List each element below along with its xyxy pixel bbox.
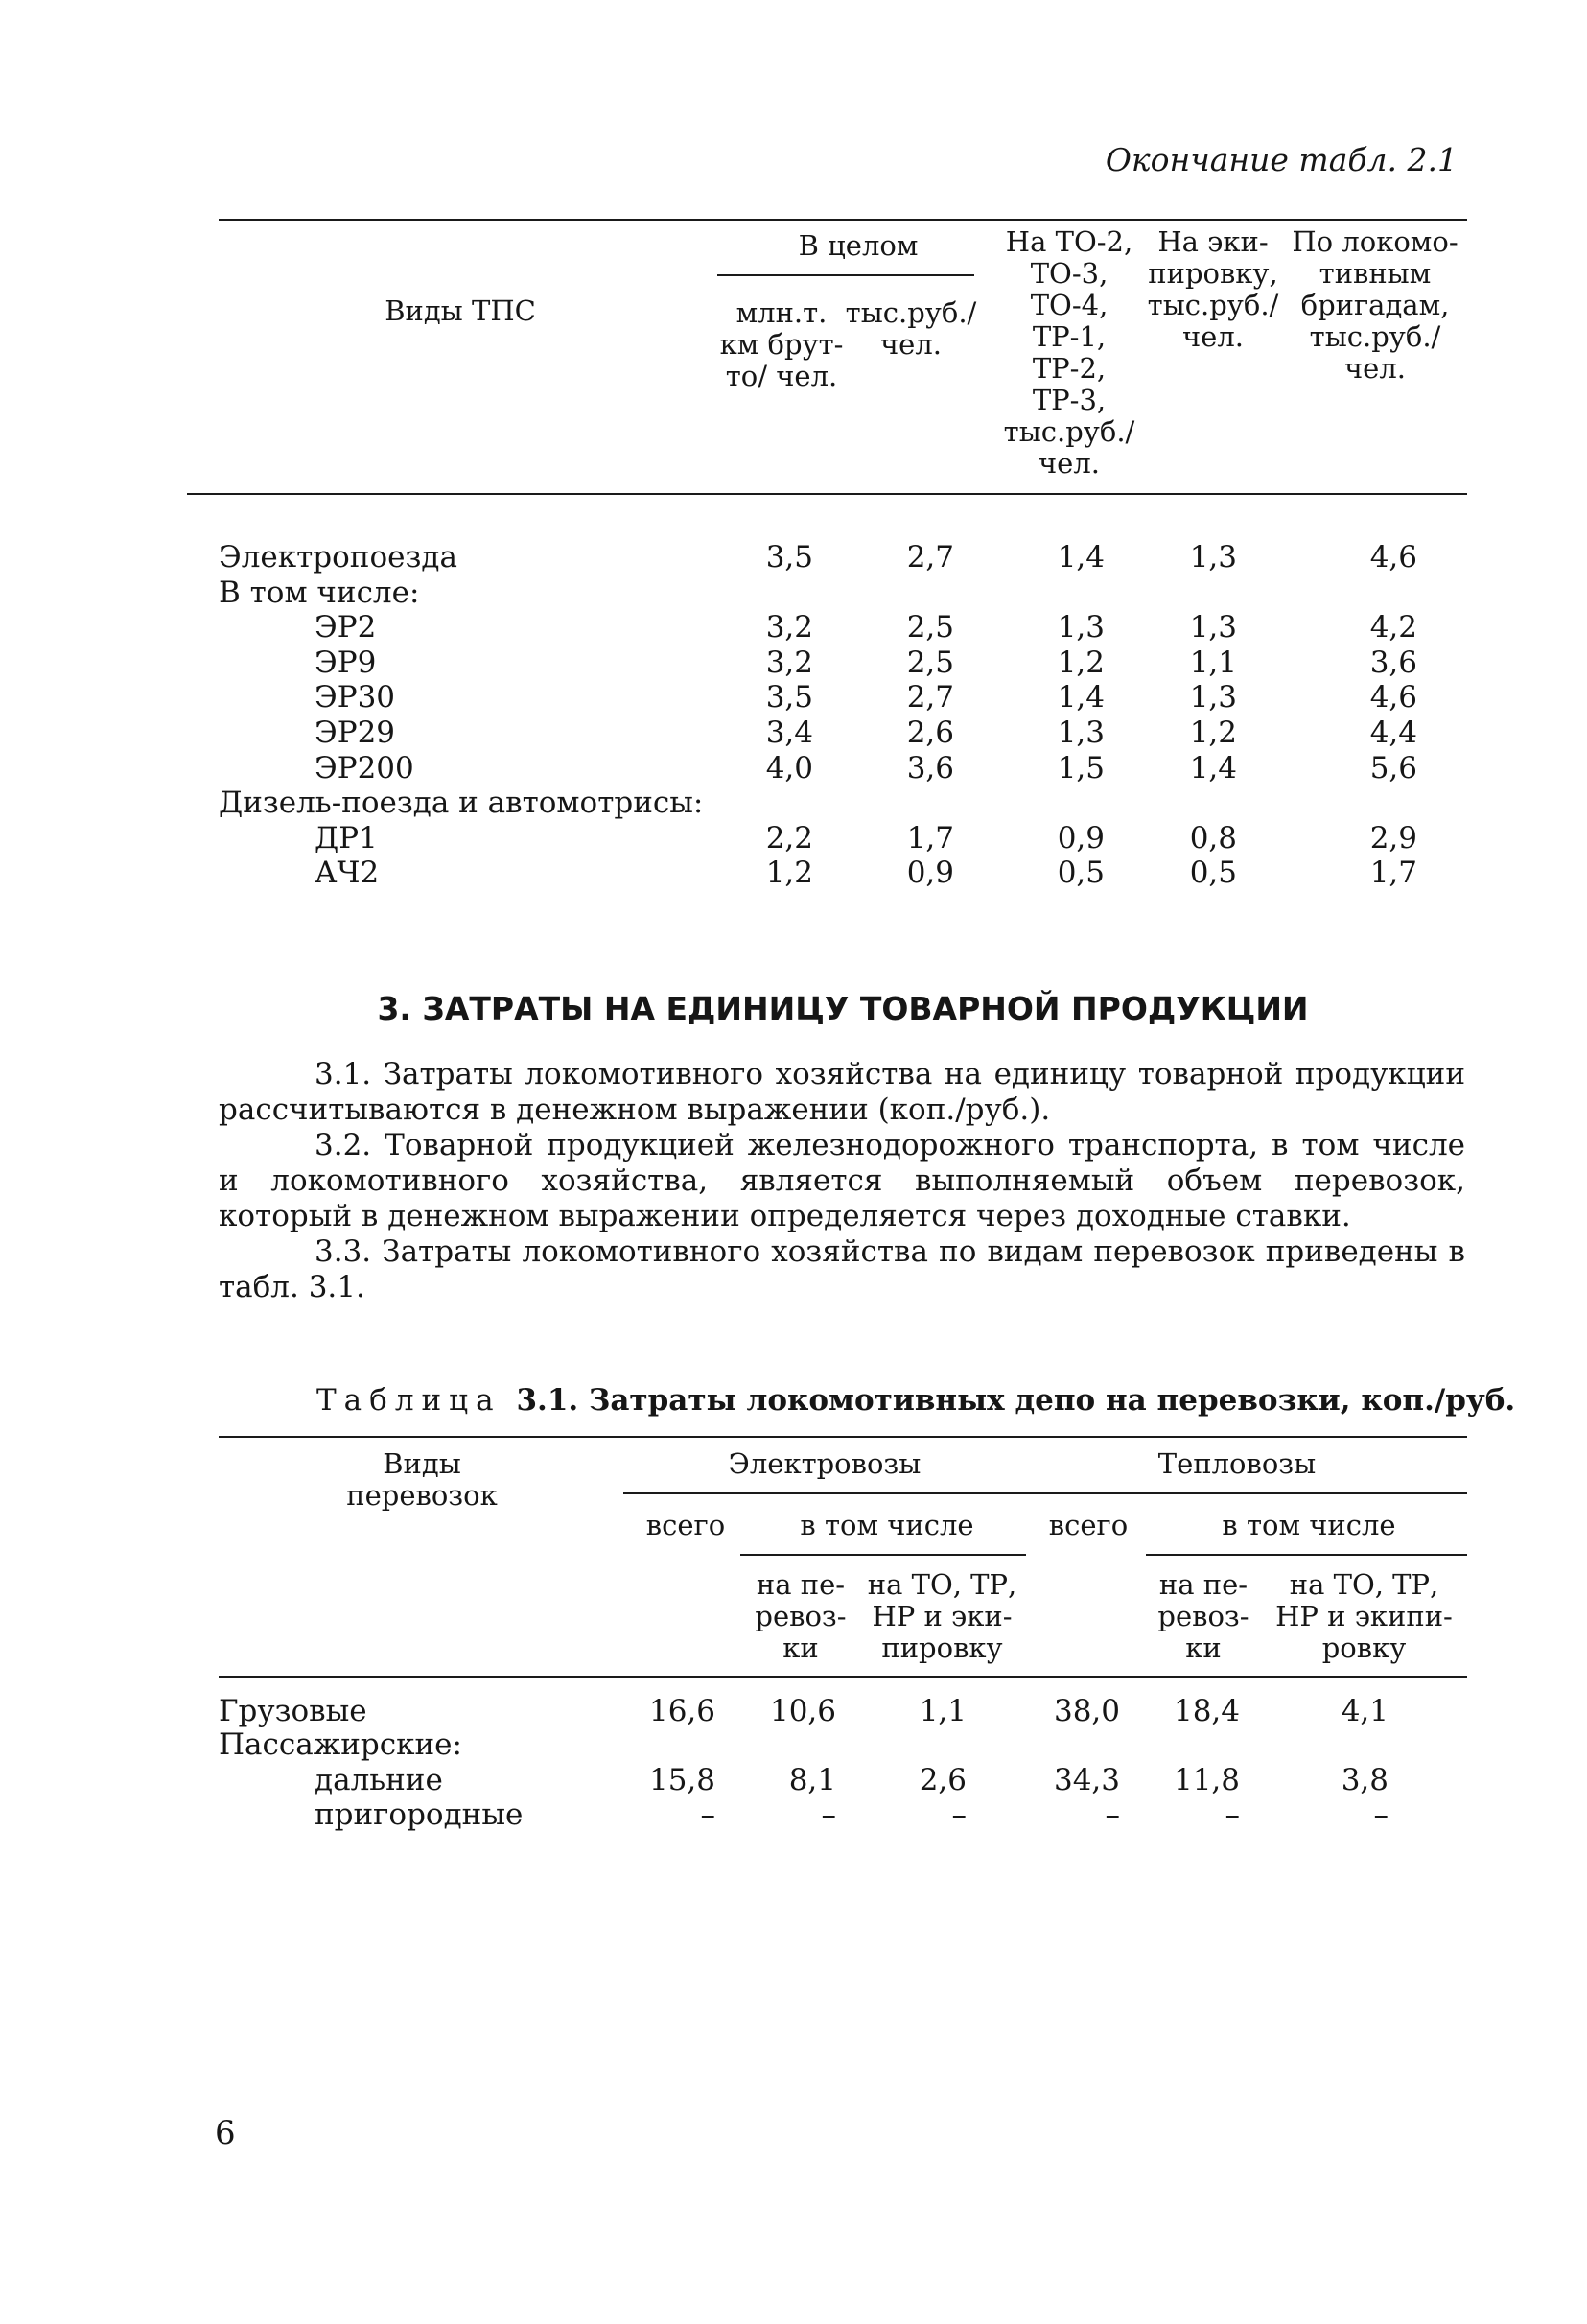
table2-header-types: Виды перевозок bbox=[346, 1447, 498, 1512]
table1-header-equip: На эки- пировку, тыс.руб./ чел. bbox=[1147, 225, 1279, 353]
table2-header-electric: Электровозы bbox=[728, 1447, 922, 1480]
cell-value: 4,4 bbox=[1369, 716, 1417, 750]
cell-value: 2,5 bbox=[906, 645, 954, 680]
cell-value: 2,2 bbox=[765, 820, 813, 856]
table1-header-types: Виды ТПС bbox=[385, 294, 536, 327]
row-label: ЭР30 bbox=[315, 680, 396, 716]
cell-value: 2,7 bbox=[906, 540, 954, 575]
cell-value: – bbox=[951, 1797, 967, 1832]
table1-header-overall: В целом bbox=[798, 229, 919, 262]
cell-value: 15,8 bbox=[648, 1763, 715, 1797]
cell-value: – bbox=[1105, 1797, 1120, 1832]
cell-value: 3,2 bbox=[765, 645, 813, 680]
cell-value: 0,5 bbox=[1189, 856, 1237, 891]
row-label: пригородные bbox=[315, 1797, 524, 1832]
cell-value: 3,6 bbox=[906, 750, 954, 786]
cell-value: 2,7 bbox=[906, 680, 954, 716]
cell-value: 1,5 bbox=[1057, 750, 1105, 786]
cell-value: 16,6 bbox=[648, 1694, 715, 1728]
table1-top-rule bbox=[219, 219, 1467, 221]
row-label: ЭР2 bbox=[315, 610, 377, 646]
cell-value: 4,6 bbox=[1369, 680, 1417, 716]
table2-top-rule bbox=[219, 1436, 1467, 1438]
cell-value: 5,6 bbox=[1369, 750, 1417, 786]
table2-header-total-diesel: всего bbox=[1048, 1509, 1129, 1541]
row-label: ЭР9 bbox=[315, 645, 377, 680]
cell-value: 3,5 bbox=[765, 540, 813, 575]
cell-value: 1,1 bbox=[1189, 645, 1237, 680]
cell-value: 3,4 bbox=[765, 716, 813, 750]
table2-caption bbox=[316, 1383, 1515, 1419]
cell-value: 11,8 bbox=[1173, 1763, 1240, 1797]
table2-group-rule bbox=[623, 1492, 1467, 1494]
cell-value: 1,1 bbox=[919, 1694, 967, 1728]
table1-overall-rule bbox=[717, 274, 974, 276]
table2-incl-rule-electric bbox=[740, 1554, 1026, 1556]
table1-header-sub1: млн.т. км брут- то/ чел. bbox=[719, 296, 844, 392]
table2-header-incl-electric: в том числе bbox=[800, 1509, 974, 1541]
row-label: Дизель-поезда и автомотрисы: bbox=[219, 786, 704, 821]
cell-value: 1,2 bbox=[1057, 645, 1105, 680]
table1-header-crews: По локомо- тивным бригадам, тыс.руб./ чел. bbox=[1292, 225, 1459, 385]
cell-value: 1,3 bbox=[1189, 540, 1237, 575]
cell-value: – bbox=[1373, 1797, 1389, 1832]
cell-value: 3,2 bbox=[765, 610, 813, 646]
table2-header-transport-diesel: на пе- ревоз- ки bbox=[1157, 1568, 1249, 1664]
cell-value: 1,3 bbox=[1057, 610, 1105, 646]
table2-header-incl-diesel: в том числе bbox=[1222, 1509, 1396, 1541]
cell-value: 2,5 bbox=[906, 610, 954, 646]
paragraph-3-1: 3.1. Затраты локомотивного хозяйства на единицу товарной продукции рассчитываются в денежном выражении (коп./руб.). bbox=[219, 1057, 1465, 1127]
cell-value: 1,4 bbox=[1189, 750, 1237, 786]
table2-header-maint-electric: на ТО, ТР, НР и эки- пировку bbox=[867, 1568, 1017, 1664]
cell-value: 4,6 bbox=[1369, 540, 1417, 575]
page-number: 6 bbox=[215, 2114, 236, 2152]
row-label: ЭР29 bbox=[315, 716, 396, 750]
cell-value: 4,0 bbox=[765, 750, 813, 786]
section-title: 3. ЗАТРАТЫ НА ЕДИНИЦУ ТОВАРНОЙ ПРОДУКЦИИ bbox=[377, 990, 1309, 1027]
cell-value: 3,5 bbox=[765, 680, 813, 716]
row-label: Электропоезда bbox=[219, 540, 457, 575]
row-label: В том числе: bbox=[219, 575, 420, 610]
row-label: ЭР200 bbox=[315, 750, 414, 786]
cell-value: 4,2 bbox=[1369, 610, 1417, 646]
cell-value: 1,2 bbox=[765, 856, 813, 891]
cell-value: 0,8 bbox=[1189, 820, 1237, 856]
cell-value: 1,4 bbox=[1057, 540, 1105, 575]
cell-value: – bbox=[700, 1797, 715, 1832]
table1-header-sub2: тыс.руб./ чел. bbox=[845, 296, 977, 361]
cell-value: 4,1 bbox=[1341, 1694, 1389, 1728]
cell-value: 2,6 bbox=[906, 716, 954, 750]
table2-header-transport-electric: на пе- ревоз- ки bbox=[755, 1568, 847, 1664]
cell-value: 2,9 bbox=[1369, 820, 1417, 856]
cell-value: 1,3 bbox=[1189, 610, 1237, 646]
table-continuation-caption: Окончание табл. 2.1 bbox=[1105, 141, 1458, 178]
cell-value: 3,6 bbox=[1369, 645, 1417, 680]
cell-value: 0,9 bbox=[1057, 820, 1105, 856]
cell-value: 0,5 bbox=[1057, 856, 1105, 891]
table2-header-total-electric: всего bbox=[645, 1509, 726, 1541]
cell-value: 10,6 bbox=[769, 1694, 836, 1728]
cell-value: 8,1 bbox=[788, 1763, 836, 1797]
row-label: АЧ2 bbox=[315, 856, 380, 891]
cell-value: 1,3 bbox=[1057, 716, 1105, 750]
row-label: Грузовые bbox=[219, 1694, 367, 1728]
table2-header-maint-diesel: на ТО, ТР, НР и экипи- ровку bbox=[1275, 1568, 1453, 1664]
table2-header-bottom-rule bbox=[219, 1676, 1467, 1678]
table1-header-repair: На ТО-2, ТО-3, ТО-4, ТР-1, ТР-2, ТР-3, тыс.руб./ чел. bbox=[1003, 225, 1135, 480]
table2-header-diesel: Тепловозы bbox=[1157, 1447, 1317, 1480]
cell-value: 1,4 bbox=[1057, 680, 1105, 716]
cell-value: 34,3 bbox=[1053, 1763, 1120, 1797]
paragraph-3-2: 3.2. Товарной продукцией железнодорожного транспорта, в том числе и локомотивного хозяйства, является выполняемый объем перевозок, который в денежном выражении определяется через доходные ставки. bbox=[219, 1128, 1465, 1233]
paragraph-3-3: 3.3. Затраты локомотивного хозяйства по видам перевозок приведены в табл. 3.1. bbox=[219, 1234, 1465, 1304]
cell-value: 38,0 bbox=[1053, 1694, 1120, 1728]
cell-value: 3,8 bbox=[1341, 1763, 1389, 1797]
table2-caption-label: Таблица bbox=[316, 1383, 502, 1418]
row-label: Пассажирские: bbox=[219, 1727, 462, 1762]
cell-value: 18,4 bbox=[1173, 1694, 1240, 1728]
table2-incl-rule-diesel bbox=[1146, 1554, 1467, 1556]
cell-value: 0,9 bbox=[906, 856, 954, 891]
cell-value: 1,2 bbox=[1189, 716, 1237, 750]
table1-header-bottom-rule bbox=[187, 493, 1467, 495]
cell-value: 1,3 bbox=[1189, 680, 1237, 716]
table2-caption-text: 3.1. Затраты локомотивных депо на перевозки, коп./руб. bbox=[516, 1383, 1516, 1418]
cell-value: – bbox=[1225, 1797, 1240, 1832]
row-label: дальние bbox=[315, 1763, 443, 1797]
row-label: ДР1 bbox=[315, 820, 378, 856]
cell-value: 1,7 bbox=[906, 820, 954, 856]
cell-value: 2,6 bbox=[919, 1763, 967, 1797]
cell-value: – bbox=[821, 1797, 836, 1832]
cell-value: 1,7 bbox=[1369, 856, 1417, 891]
